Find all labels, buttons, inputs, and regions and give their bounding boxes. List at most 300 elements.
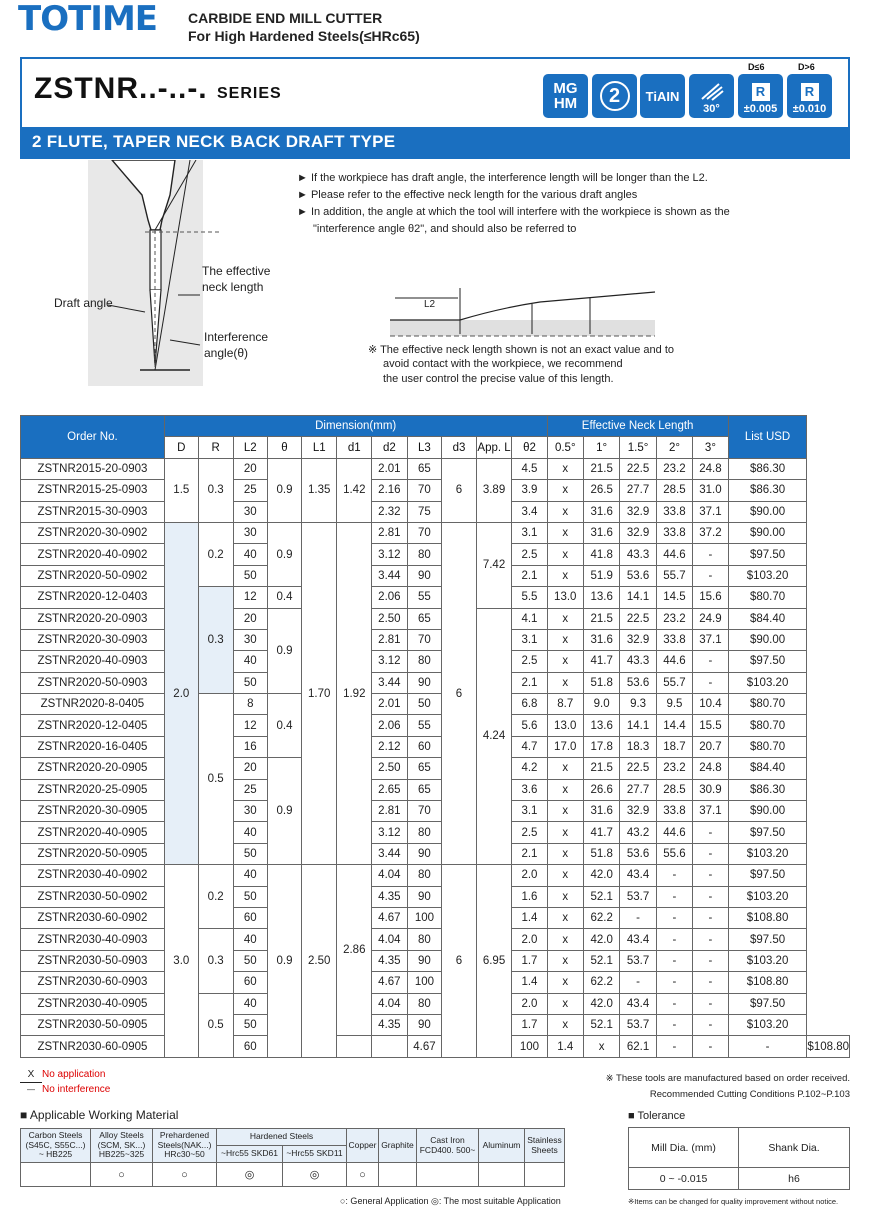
subheader-11: 0.5° (547, 437, 583, 458)
cell-price: $103.20 (728, 1014, 807, 1035)
cell-neck-1: 52.1 (583, 1014, 619, 1035)
cell-theta2: 2.1 (512, 843, 547, 864)
cell-theta2: 1.4 (512, 972, 547, 993)
cell-price: $97.50 (728, 651, 807, 672)
cell-price: $84.40 (728, 758, 807, 779)
cell-neck-3: - (693, 886, 729, 907)
cell-theta2: 2.0 (512, 993, 547, 1014)
cell-L2: 60 (233, 972, 267, 993)
cell-L3: 80 (407, 651, 442, 672)
cell-neck-1-5: 14.1 (620, 715, 656, 736)
cell-L3: 60 (407, 736, 442, 757)
cell-neck-1-5: - (620, 972, 656, 993)
series-suffix: SERIES (217, 85, 282, 102)
cell-L2: 30 (233, 501, 267, 522)
cell-neck-2: 33.8 (656, 522, 692, 543)
mat-stainless: Stainless Sheets (525, 1129, 565, 1163)
cell-d2: 2.06 (372, 587, 408, 608)
tol-mill-value: 0 ~ -0.015 (629, 1168, 739, 1190)
cell-D: 2.0 (164, 522, 198, 864)
cell-neck-2: 28.5 (656, 480, 692, 501)
cell-neck-0-5: x (547, 907, 583, 928)
cell-price: $97.50 (728, 865, 807, 886)
cell-L3: 70 (407, 480, 442, 501)
cell-neck-3: - (693, 565, 729, 586)
product-row (21, 907, 850, 928)
cell-theta2: 2.1 (512, 672, 547, 693)
cell-L2: 30 (233, 522, 267, 543)
materials-legend: ○: General Application ◎: The most suitable Application (340, 1196, 561, 1206)
cell-price: $97.50 (728, 822, 807, 843)
cell-theta2: 4.1 (512, 608, 547, 629)
cell-th: 0.4 (268, 587, 302, 608)
cell-neck-1-5: 43.2 (620, 822, 656, 843)
helix-angle-badge: 30° (689, 74, 734, 118)
cell-d2: 3.44 (372, 843, 408, 864)
subheader-10: θ2 (512, 437, 547, 458)
cell-neck-1-5: 53.6 (620, 843, 656, 864)
product-row (21, 758, 850, 779)
product-row (21, 993, 850, 1014)
cell-d2: 4.67 (372, 907, 408, 928)
cell-neck-3: - (693, 907, 729, 928)
cell-neck-1: 26.5 (583, 480, 619, 501)
cell-neck-0-5: x (547, 865, 583, 886)
cell-neck-1: 9.0 (583, 694, 619, 715)
order-number: ZSTNR2020-20-0903 (21, 608, 165, 629)
cell-neck-1-5: 22.5 (620, 608, 656, 629)
cell-d1: 1.42 (337, 458, 372, 522)
series-banner: 2 FLUTE, TAPER NECK BACK DRAFT TYPE (20, 127, 850, 159)
cell-neck-3: 20.7 (693, 736, 729, 757)
cell-D: 1.5 (164, 458, 198, 522)
cell-neck-1: 13.6 (583, 587, 619, 608)
cell-d2: 3.44 (372, 565, 408, 586)
cell-app: 4.24 (476, 608, 512, 865)
cell-L2: 40 (233, 822, 267, 843)
cell-neck-1-5: 22.5 (620, 758, 656, 779)
cell-L1: 1.70 (301, 522, 337, 864)
cell-d3: 6 (442, 865, 476, 1058)
cell-neck-1: 51.8 (583, 672, 619, 693)
cell-price: $86.30 (728, 458, 807, 479)
order-number: ZSTNR2020-40-0903 (21, 651, 165, 672)
radius-tolerance-small-badge: R ±0.005 (738, 74, 783, 118)
cell-L2: 20 (233, 608, 267, 629)
tol-shank-header: Shank Dia. (739, 1128, 850, 1168)
cell-neck-0-5: x (547, 929, 583, 950)
subheader-0: D (164, 437, 198, 458)
cell-neck-3: - (693, 950, 729, 971)
product-row (21, 480, 850, 501)
cell-app: 3.89 (476, 458, 512, 522)
radius-icon: R (752, 83, 770, 101)
flute-count-badge (592, 74, 637, 118)
subheader-6: d2 (372, 437, 408, 458)
mat-aluminum: Aluminum (479, 1129, 525, 1163)
no-interference-symbol: — (27, 1085, 35, 1094)
cell-L3: 55 (407, 715, 442, 736)
cell-neck-1-5: 18.3 (620, 736, 656, 757)
cell-d2: 2.81 (372, 629, 408, 650)
cell-neck-2: 33.8 (656, 801, 692, 822)
cell-neck-2: - (656, 929, 692, 950)
product-row (21, 565, 850, 586)
cell-theta2: 2.5 (512, 822, 547, 843)
cell-neck-1: 52.1 (583, 886, 619, 907)
cell-price: $86.30 (728, 779, 807, 800)
cell-L1: 2.50 (301, 865, 337, 1058)
cell-d2: 4.67 (372, 972, 408, 993)
product-row (21, 929, 850, 950)
cell-th: 0.9 (268, 458, 302, 522)
cell-neck-1: 41.7 (583, 822, 619, 843)
product-row (21, 843, 850, 864)
subheader-15: 3° (693, 437, 729, 458)
cell-L2: 40 (233, 651, 267, 672)
product-row (21, 651, 850, 672)
cell-neck-1: 31.6 (583, 501, 619, 522)
cell-neck-3: 15.5 (693, 715, 729, 736)
cell-price: $97.50 (728, 993, 807, 1014)
order-number: ZSTNR2030-60-0903 (21, 972, 165, 993)
cell-neck-3: 30.9 (693, 779, 729, 800)
cell-theta2: 2.0 (512, 929, 547, 950)
cell-neck-3: - (693, 843, 729, 864)
cell-neck-2: - (656, 950, 692, 971)
order-number: ZSTNR2020-8-0405 (21, 694, 165, 715)
cell-L2: 25 (233, 779, 267, 800)
cell-neck-3: 10.4 (693, 694, 729, 715)
subheader-12: 1° (583, 437, 619, 458)
cell-L3: 70 (407, 629, 442, 650)
product-row (21, 672, 850, 693)
cell-neck-1-5: - (656, 1036, 692, 1057)
cell-neck-1: 42.0 (583, 993, 619, 1014)
cell-neck-2: 55.6 (656, 843, 692, 864)
cell-price: $108.80 (807, 1036, 850, 1057)
order-number: ZSTNR2030-60-0905 (21, 1036, 165, 1057)
cell-L3: 80 (407, 865, 442, 886)
mat-hardened: Hardened Steels (217, 1129, 347, 1146)
cell-neck-3: 37.1 (693, 801, 729, 822)
table-legend (20, 1068, 110, 1097)
suit-aluminum (479, 1163, 525, 1187)
cell-theta2: 1.7 (512, 1014, 547, 1035)
subheader-13: 1.5° (620, 437, 656, 458)
cell-price: $103.20 (728, 843, 807, 864)
cell-neck-1: 31.6 (583, 629, 619, 650)
product-row (21, 501, 850, 522)
cell-price: $80.70 (728, 715, 807, 736)
cell-neck-0-5: x (583, 1036, 619, 1057)
cell-neck-2: 44.6 (656, 651, 692, 672)
radius-icon: R (801, 83, 819, 101)
cell-L2: 20 (233, 758, 267, 779)
cell-neck-3: 24.8 (693, 758, 729, 779)
product-row (21, 1036, 850, 1057)
cell-theta2: 1.4 (512, 907, 547, 928)
cell-d2: 3.12 (372, 822, 408, 843)
subheader-7: L3 (407, 437, 442, 458)
neck-length-diagram (390, 278, 660, 350)
subheader-3: θ (268, 437, 302, 458)
cell-L3: 65 (407, 758, 442, 779)
header-list-price: List USD (728, 416, 807, 459)
cell-L2: 12 (233, 587, 267, 608)
cell-neck-1-5: 27.7 (620, 779, 656, 800)
order-number: ZSTNR2020-25-0905 (21, 779, 165, 800)
cell-neck-0-5: x (547, 480, 583, 501)
product-row (21, 1014, 850, 1035)
cell-price: $90.00 (728, 801, 807, 822)
cell-theta2: 2.1 (512, 565, 547, 586)
cell-d2: 2.50 (372, 608, 408, 629)
order-number: ZSTNR2020-50-0905 (21, 843, 165, 864)
cell-app: 7.42 (476, 522, 512, 608)
cell-neck-1: 21.5 (583, 758, 619, 779)
cell-d2: 2.81 (372, 801, 408, 822)
cell-L2: 40 (233, 929, 267, 950)
cell-neck-1: 42.0 (583, 929, 619, 950)
cell-neck-1-5: 22.5 (620, 458, 656, 479)
cell-neck-0-5: x (547, 651, 583, 672)
cell-neck-1: 31.6 (583, 522, 619, 543)
cell-theta2: 1.6 (512, 886, 547, 907)
tolerance-note: ※Items can be changed for quality improvement without notice. (628, 1197, 839, 1206)
cell-neck-3: 15.6 (693, 587, 729, 608)
cell-price: $108.80 (728, 972, 807, 993)
cell-neck-0-5: x (547, 522, 583, 543)
cell-neck-2: 23.2 (656, 608, 692, 629)
mat-hardened-skd11: ~Hrc55 SKD11 (283, 1146, 347, 1163)
cell-neck-0-5: x (547, 801, 583, 822)
cell-L2: 16 (233, 736, 267, 757)
order-number: ZSTNR2020-50-0903 (21, 672, 165, 693)
cell-d2: 3.44 (372, 672, 408, 693)
cell-neck-1-5: 43.4 (620, 993, 656, 1014)
cell-neck-0-5: x (547, 565, 583, 586)
cell-neck-1-5: 9.3 (620, 694, 656, 715)
cell-L2: 60 (233, 907, 267, 928)
cell-L2: 20 (233, 458, 267, 479)
cell-neck-3: 37.1 (693, 629, 729, 650)
order-number: ZSTNR2020-50-0902 (21, 565, 165, 586)
cell-neck-0-5: x (547, 886, 583, 907)
tol-shank-value: h6 (739, 1168, 850, 1190)
cell-D: 3.0 (164, 865, 198, 1058)
cell-theta2: 4.2 (512, 758, 547, 779)
cell-L3: 90 (407, 672, 442, 693)
cell-neck-2: 44.6 (656, 822, 692, 843)
product-row (21, 972, 850, 993)
cell-th: 0.9 (268, 522, 302, 586)
cell-neck-0-5: x (547, 608, 583, 629)
cell-neck-3: - (693, 544, 729, 565)
cell-neck-0-5: 13.0 (547, 587, 583, 608)
header-effective-neck: Effective Neck Length (547, 416, 728, 437)
cell-neck-1: 31.6 (583, 801, 619, 822)
order-number: ZSTNR2030-50-0903 (21, 950, 165, 971)
cell-theta2: 3.1 (512, 522, 547, 543)
cell-neck-2: - (656, 1014, 692, 1035)
cell-neck-2: 14.5 (656, 587, 692, 608)
cell-theta2: 3.6 (512, 779, 547, 800)
suit-skd61: ◎ (217, 1163, 283, 1187)
order-number: ZSTNR2020-30-0902 (21, 522, 165, 543)
cell-neck-1-5: 32.9 (620, 801, 656, 822)
subheader-5: d1 (337, 437, 372, 458)
cell-neck-1-5: 32.9 (620, 501, 656, 522)
cell-neck-2: 9.5 (656, 694, 692, 715)
cell-L3: 100 (512, 1036, 547, 1057)
cell-neck-0-5: x (547, 972, 583, 993)
material-badge: MG HM (543, 74, 588, 118)
cell-d3: 6 (442, 458, 476, 522)
order-number: ZSTNR2020-20-0905 (21, 758, 165, 779)
cell-L2: 50 (233, 565, 267, 586)
subheader-2: L2 (233, 437, 267, 458)
product-row (21, 587, 850, 608)
cell-d2: 4.35 (372, 886, 408, 907)
mat-carbon: Carbon Steels (S45C, S55C...) ~ HB225 (21, 1129, 91, 1163)
cell-neck-3: - (728, 1036, 807, 1057)
cell-theta2: 4.5 (512, 458, 547, 479)
no-application-text: No application (42, 1069, 106, 1080)
order-number: ZSTNR2015-30-0903 (21, 501, 165, 522)
cell-neck-1: 26.6 (583, 779, 619, 800)
cell-neck-2: - (656, 993, 692, 1014)
cell-d2: 3.12 (372, 544, 408, 565)
order-number: ZSTNR2020-12-0403 (21, 587, 165, 608)
cell-d2: 2.32 (372, 501, 408, 522)
cell-theta2: 2.0 (512, 865, 547, 886)
subheader-9: App. L (476, 437, 512, 458)
cell-L3: 75 (407, 501, 442, 522)
cell-neck-0-5: 17.0 (547, 736, 583, 757)
cell-neck-1: 51.8 (583, 843, 619, 864)
suit-castiron (417, 1163, 479, 1187)
mat-copper: Copper (347, 1129, 379, 1163)
draft-angle-label: Draft angle (54, 296, 113, 310)
cell-L2: 8 (233, 694, 267, 715)
cell-L3: 90 (407, 843, 442, 864)
cell-neck-3: - (693, 993, 729, 1014)
flute-count: 2 (600, 81, 630, 111)
cell-L3: 90 (407, 950, 442, 971)
cell-d2: 2.01 (372, 458, 408, 479)
cell-d2: 2.12 (372, 736, 408, 757)
header-order-no: Order No. (21, 416, 165, 459)
order-number: ZSTNR2030-40-0902 (21, 865, 165, 886)
cell-L2: 40 (233, 993, 267, 1014)
cell-neck-1-5: 53.6 (620, 672, 656, 693)
cell-d2: 2.16 (372, 480, 408, 501)
tol-mill-header: Mill Dia. (mm) (629, 1128, 739, 1168)
cell-L2: 50 (233, 950, 267, 971)
cell-neck-2: - (693, 1036, 729, 1057)
cell-price: $90.00 (728, 629, 807, 650)
cell-L3: 55 (407, 587, 442, 608)
cell-neck-1: 41.7 (583, 651, 619, 672)
cell-d1: 1.92 (337, 522, 372, 864)
cell-neck-3: - (693, 1014, 729, 1035)
cell-R: 0.3 (198, 929, 233, 993)
cell-neck-3: 37.2 (693, 522, 729, 543)
cell-neck-1-5: 32.9 (620, 522, 656, 543)
cell-neck-2: 14.4 (656, 715, 692, 736)
cell-neck-2: - (656, 907, 692, 928)
cell-d1-empty (337, 1036, 372, 1057)
order-number: ZSTNR2030-50-0905 (21, 1014, 165, 1035)
cell-L3: 70 (407, 801, 442, 822)
cell-neck-3: 31.0 (693, 480, 729, 501)
cell-d2: 4.04 (372, 993, 408, 1014)
neck-length-warning: ※ The effective neck length shown is not an exact value and to avoid contact with the workpiece, we recommend the user control the precise value of this length. (368, 344, 675, 385)
l2-label: L2 (424, 299, 436, 310)
cell-neck-2: 18.7 (656, 736, 692, 757)
cell-L3: 80 (407, 822, 442, 843)
order-number: ZSTNR2020-12-0405 (21, 715, 165, 736)
cell-neck-2: 44.6 (656, 544, 692, 565)
brand-logo: TOTIME (18, 0, 157, 39)
suit-graphite (379, 1163, 417, 1187)
radius-tolerance-large-badge: R ±0.010 (787, 74, 832, 118)
suit-carbon (21, 1163, 91, 1187)
cell-R: 0.5 (198, 694, 233, 865)
cell-price: $80.70 (728, 694, 807, 715)
cell-neck-2: 33.8 (656, 501, 692, 522)
cell-L2: 50 (233, 843, 267, 864)
cell-d2: 2.01 (372, 694, 408, 715)
cell-neck-1: 13.6 (583, 715, 619, 736)
product-row (21, 715, 850, 736)
order-number: ZSTNR2030-60-0902 (21, 907, 165, 928)
cell-neck-1: 41.8 (583, 544, 619, 565)
cell-neck-0-5: x (547, 672, 583, 693)
helix-icon (699, 81, 725, 103)
cell-L2: 50 (233, 886, 267, 907)
cell-d2: 4.04 (372, 929, 408, 950)
mat-alloy: Alloy Steels (SCM, SK...) HB225~325 (91, 1129, 153, 1163)
order-number: ZSTNR2015-20-0903 (21, 458, 165, 479)
cell-R: 0.5 (198, 993, 233, 1057)
cell-d1-empty (372, 1036, 408, 1057)
cell-L3: 80 (407, 993, 442, 1014)
mat-graphite: Graphite (379, 1129, 417, 1163)
cell-neck-3: - (693, 822, 729, 843)
cell-th: 0.4 (268, 694, 302, 758)
cell-neck-0-5: x (547, 822, 583, 843)
working-material-table (20, 1128, 565, 1187)
cell-L3: 90 (407, 565, 442, 586)
order-number: ZSTNR2030-50-0902 (21, 886, 165, 907)
cell-th: 0.9 (268, 608, 302, 694)
cell-price: $86.30 (728, 480, 807, 501)
cell-d2: 2.06 (372, 715, 408, 736)
product-spec-table (20, 415, 850, 1058)
cell-neck-0-5: x (547, 843, 583, 864)
cell-neck-0-5: x (547, 544, 583, 565)
cell-R: 0.3 (198, 587, 233, 694)
cell-L3: 65 (407, 458, 442, 479)
cell-neck-3: - (693, 972, 729, 993)
cell-price: $103.20 (728, 886, 807, 907)
cell-R: 0.2 (198, 522, 233, 586)
cell-neck-2: 55.7 (656, 565, 692, 586)
cell-neck-1: 62.2 (583, 907, 619, 928)
cell-L2: 12 (233, 715, 267, 736)
